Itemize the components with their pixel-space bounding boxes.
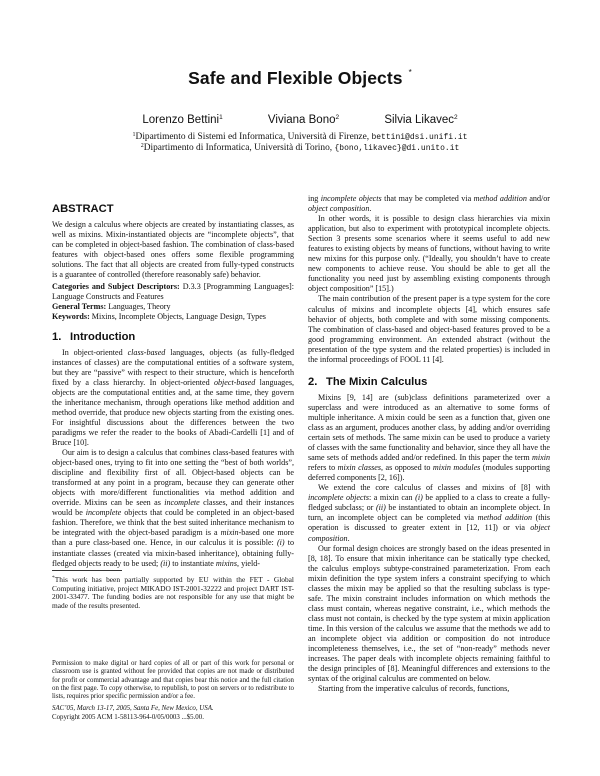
author-1: Lorenzo Bettini$^1$ — [142, 114, 223, 126]
email-2: {bono,likavec}@di.unito.it — [334, 144, 460, 153]
author-3: Silvia Likavec$^2$ — [384, 114, 458, 126]
affiliation-2: $^2$Dipartimento di Informatica, Università di Torino, {bono,likavec}@di.unito.it — [140, 143, 460, 153]
general-terms-line: General Terms: Languages, Theory — [52, 302, 171, 312]
abstract-text: We design a calculus where objects are created by instantiating classes, as well as mixins. Mixin-instantiated objects are “incomplete objects”, that can be completed in object-based fashion. The combination of class-based features with object-based ones offers some flexible programming solutions. The fact that all objects are created from fully-typed constructs is a guarantee of controlled (therefore reasonably safe) behavior. — [52, 220, 294, 280]
intro-paragraph-4: The main contribution of the present paper is a type system for the core calculus of mixins and incomplete objects [4], which ensures safe behavior of objects, both complete and with some missing components. The combination of class-based and object-based features proved to be a good programming environment. An extended abstract (without the presentation of the type system and the related properties) is included in the informal proceedings of FOOL 11 [4]. — [308, 294, 550, 364]
mixin-paragraph-3: Our formal design choices are strongly based on the ideas presented in [8, 18]. To ensure that mixin inheritance can be statically type checked, the calculus employs subtype-constrained parameterization. From each mixin definition the type system infers a constraint specifying to which classes the mixin may be applied so that the resulting subclass is type-safe. The mixin constraint includes information on which methods the class must contain, whereas negative constraint, i.e., which methods the class must not contain, is checked by the type system at mixin application time. In this version of the calculus we assume that the methods we add to an incomplete object via addition or composition do not introduce incompleteness themselves, i.e., the set of “non-ready” methods never increases. The paper deals with incomplete objects remaining faithful to the design principles of [8]. Meaningful differences and extensions to the syntax of the original calculus are commented on below. — [308, 543, 550, 684]
intro-paragraph-1: In object-oriented class-based languages, objects (as fully-fledged instances of classes) are the computational entities of a software system, but they are “passive” with respect to their structure, which is henceforth fixed by a class hierarchy. In object-oriented object-based languages, objects are the computational entities and, at the same time, they govern the inheritance mechanism, through operations like method addition and method override, that produce new objects starting from the existing ones. For insightful discussions about the differences between the two paradigms we refer the reader to the books of Abadi-Cardelli [1] and of Bruce [10]. — [52, 347, 294, 447]
left-column — [52, 204, 294, 569]
intro-paragraph-2: Our aim is to design a calculus that combines class-based features with object-based ones, trying to fit into one setting the “best of both worlds”, discipline and flexibility first of all. Object-based objects can be transformed at any point in a program, because they can generate other objects with more/different functionalities via method addition and override. Mixins can be seen as incomplete classes, and their instances would be incomplete objects that could be completed in an object-based fashion. Therefore, we think that the best suited inheritance mechanism to be integrated with the object-based paradigm is a mixin-based one more than a pure class-based one. Hence, in our calculus it is possible: (i) to instantiate classes (created via mixin-based inheritance), obtaining fully-fledged objects ready to be used; (ii) to instantiate mixins, yield- — [52, 448, 295, 568]
intro-continuation: ing incomplete objects that may be completed via method addition and/or object composition. — [308, 194, 550, 214]
mixin-paragraph-4: Starting from the imperative calculus of records, functions, — [318, 684, 510, 694]
title-footnote-mark: * — [408, 68, 412, 77]
keywords-line: Keywords: Mixins, Incomplete Objects, Language Design, Types — [52, 312, 266, 322]
email-1: bettini@dsi.unifi.it — [371, 133, 468, 142]
author-list — [0, 114, 600, 126]
footnote-block — [52, 570, 294, 610]
section-1-heading: 1. Introduction — [52, 330, 136, 343]
intro-paragraph-3: In other words, it is possible to design class hierarchies via mixin application, but also to experiment with prototypical incomplete objects. Section 3 presents some scenarios where it seems useful to add new features to existing objects by means of functions, without having to write new mixins for this purpose only. (“Ideally, you shouldn’t have to create new components to achieve reuse. You should be able to get all the functionality you need just by assembling existing components through object composition” [15].) — [308, 214, 550, 294]
categories-line: Categories and Subject Descriptors: D.3.3 [Programming Languages]: Language Constructs and Features — [52, 282, 294, 302]
copyright-line: Copyright 2005 ACM 1-58113-964-0/05/0003 ...$5.00. — [52, 713, 204, 721]
right-column — [308, 194, 550, 694]
permission-block — [52, 660, 294, 722]
mixin-paragraph-2: We extend the core calculus of classes and mixins of [8] with incomplete objects: a mixin can (i) be applied to a class to create a fully-fledged subclass; or (ii) be instantiated to obtain an incomplete object. In turn, an incomplete object can be completed via method addition (this operation is discussed to greater extent in [12, 11]) or via object composition. — [308, 483, 551, 543]
section-2-heading: 2. The Mixin Calculus — [308, 375, 428, 388]
venue-line: SAC’05, March 13-17, 2005, Santa Fe, New Mexico, USA. — [52, 705, 214, 713]
author-2: Viviana Bono$^2$ — [267, 114, 340, 126]
mixin-paragraph-1: Mixins [9, 14] are (sub)class definitions parameterized over a superclass and were introduced as an alternative to some forms of multiple inheritance. A mixin could be seen as a function that, given one class as an argument, produces another class, by adding and/or overriding certain sets of methods. The same mixin can be used to produce a variety of classes with the same functionality and behavior, since they all have the same sets of methods added and/or redefined. In this paper the term mixin refers to mixin classes, as opposed to mixin modules (modules supporting deferred components [2, 16]). — [308, 392, 550, 483]
abstract-heading: ABSTRACT — [52, 203, 114, 215]
funding-footnote: *This work has been partially supported by EU within the FET - Global Computing initiative, project MIKADO IST-2001-32222 and project DART IST-2001-33477. The funding bodies are not responsible for any use that might be made of the results presented. — [52, 575, 294, 610]
title-text: Safe and Flexible Objects — [188, 68, 403, 88]
affiliation-1: $^1$Dipartimento di Sistemi ed Informatica, Università di Firenze, bettini@dsi.unifi.it — [132, 132, 468, 142]
footnote-rule — [52, 570, 122, 571]
paper-title — [0, 68, 600, 89]
permission-text: Permission to make digital or hard copies of all or part of this work for personal or classroom use is granted without fee provided that copies are not made or distributed for profit or commercial advantage and that copies bear this notice and the full citation on the first page. To copy otherwise, to republish, to post on servers or to redistribute to lists, requires prior specific permission and/or a fee. — [52, 660, 294, 701]
